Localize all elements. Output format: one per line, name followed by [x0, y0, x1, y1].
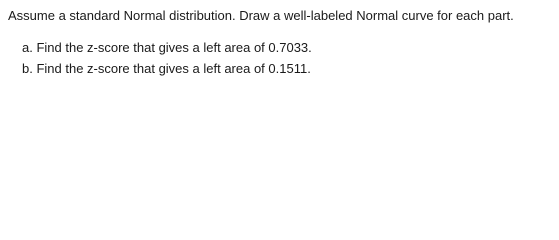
problem-intro: Assume a standard Normal distribution. Draw a well-labeled Normal curve for each part. [8, 8, 514, 23]
part-b: b. Find the z-score that gives a left area of 0.1511. [22, 61, 311, 76]
problem-parts-list [22, 40, 312, 82]
problem-block [0, 0, 559, 91]
part-a: a. Find the z-score that gives a left area of 0.7033. [22, 40, 312, 55]
